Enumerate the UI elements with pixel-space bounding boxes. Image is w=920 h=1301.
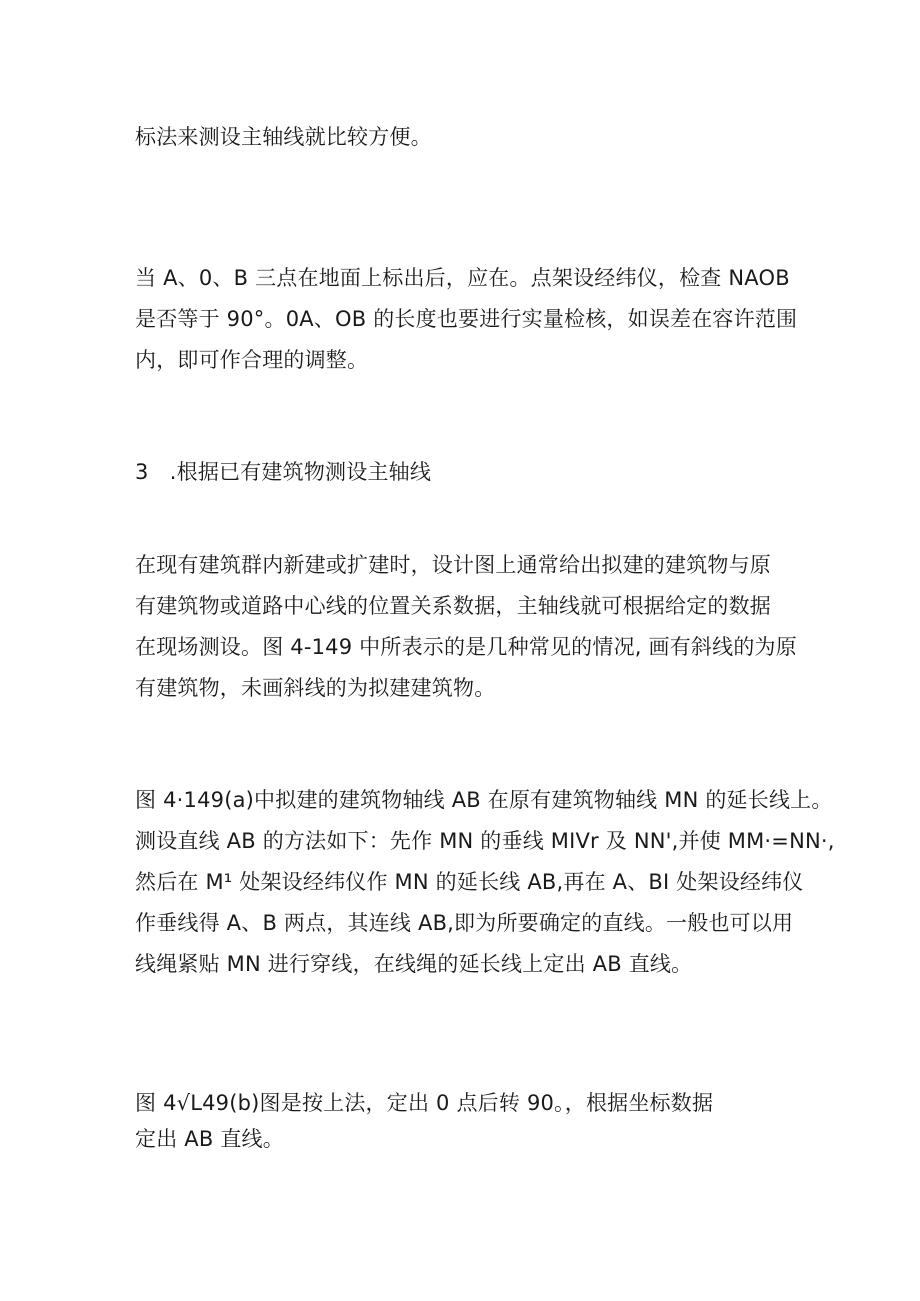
text-line: 标法来测设主轴线就比较方便。: [135, 125, 432, 149]
text-line: 有建筑物，未画斜线的为拟建建筑物。: [135, 676, 496, 700]
text-line: 是否等于 90°。0A、OB 的长度也要进行实量检核，如误差在容许范围: [135, 307, 798, 331]
paragraph-figure-a: [135, 780, 835, 985]
text-line: 在现有建筑群内新建或扩建时，设计图上通常给出拟建的建筑物与原: [135, 553, 771, 577]
text-line: 测设直线 AB 的方法如下：先作 MN 的垂线 MIVr 及 NN',并使 MM·=NN·,: [135, 829, 835, 853]
paragraph-existing-buildings: [135, 545, 797, 709]
text-line: 当 A、0、B 三点在地面上标出后，应在。点架设经纬仪，检查 NAOB: [135, 266, 790, 290]
section-heading: [135, 452, 790, 493]
paragraph-intro-end: [135, 117, 790, 158]
text-line: 线绳紧贴 MN 进行穿线，在线绳的延长线上定出 AB 直线。: [135, 952, 693, 976]
text-line: 内，即可作合理的调整。: [135, 348, 369, 372]
text-line: 然后在 M¹ 处架设经纬仪作 MN 的延长线 AB,再在 A、BI 处架设经纬仪: [135, 870, 804, 894]
text-line: 图 4·149(a)中拟建的建筑物轴线 AB 在原有建筑物轴线 MN 的延长线上。: [135, 788, 833, 812]
text-line: 定出 AB 直线。: [135, 1127, 284, 1151]
text-line: 有建筑物或道路中心线的位置关系数据，主轴线就可根据给定的数据: [135, 594, 771, 618]
text-line: 作垂线得 A、B 两点，其连线 AB,即为所要确定的直线。一般也可以用: [135, 911, 794, 935]
text-line: 在现场测设。图 4-149 中所表示的是几种常见的情况, 画有斜线的为原: [135, 635, 797, 659]
heading-text: 3 .根据已有建筑物测设主轴线: [135, 460, 432, 484]
text-line: 图 4√L49(b)图是按上法，定出 0 点后转 90。，根据坐标数据: [135, 1091, 714, 1115]
paragraph-figure-b: [135, 1085, 790, 1157]
paragraph-check-angle: [135, 258, 798, 381]
